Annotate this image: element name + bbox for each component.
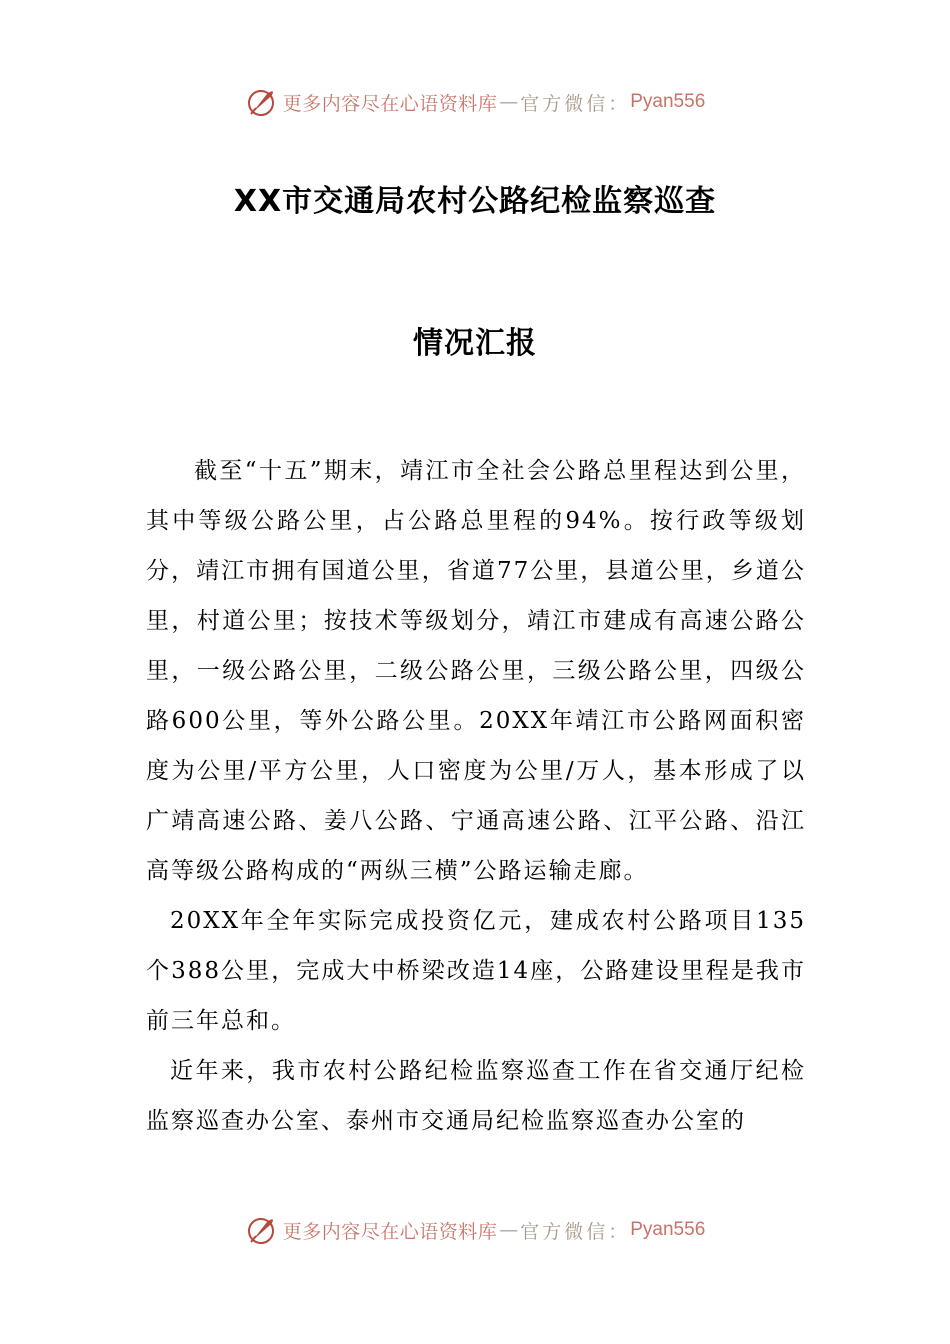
banner-handle: Pyan556 [630,91,706,112]
banner-text: 更多内容尽在心语资料库 [282,1220,498,1243]
banner-dash: — [499,91,519,113]
banner-handle: Pyan556 [630,1219,706,1240]
banner-dash: — [499,1219,519,1241]
header-banner [0,82,950,122]
banner-label: 官方微信： [520,1220,631,1243]
body-paragraph: 截至“十五”期末，靖江市全社会公路总里程达到公里，其中等级公路公里，占公路总里程的94%。按行政等级划分，靖江市拥有国道公里，省道77公里，县道公里，乡道公里，村道公里；按技术等级划分，靖江市建成有高速公路公里，一级公路公里，二级公路公里，三级公路公里，四级公路600公里，等外公路公里。20XX年靖江市公路网面积密度为公里/平方公里，人口密度为公里/万人，基本形成了以广靖高速公路、姜八公路、宁通高速公路、江平公路、沿江高等级公路构成的“两纵三横”公路运输走廊。 [146,458,806,884]
footer-banner [0,1210,950,1250]
quill-logo-icon [245,1214,277,1246]
banner-text: 更多内容尽在心语资料库 [282,92,498,115]
banner-label: 官方微信： [520,92,631,115]
quill-logo-icon [245,86,277,118]
document-body [146,446,806,1146]
body-paragraph: 20XX年全年实际完成投资亿元，建成农村公路项目135个388公里，完成大中桥梁改造14座，公路建设里程是我市前三年总和。 [146,908,806,1034]
document-title-line2: 情况汇报 [413,326,537,361]
body-paragraph: 近年来，我市农村公路纪检监察巡查工作在省交通厅纪检监察巡查办公室、泰州市交通局纪检监察巡查办公室的 [146,1058,806,1134]
document-title-line1: XX市交通局农村公路纪检监察巡查 [233,184,717,219]
